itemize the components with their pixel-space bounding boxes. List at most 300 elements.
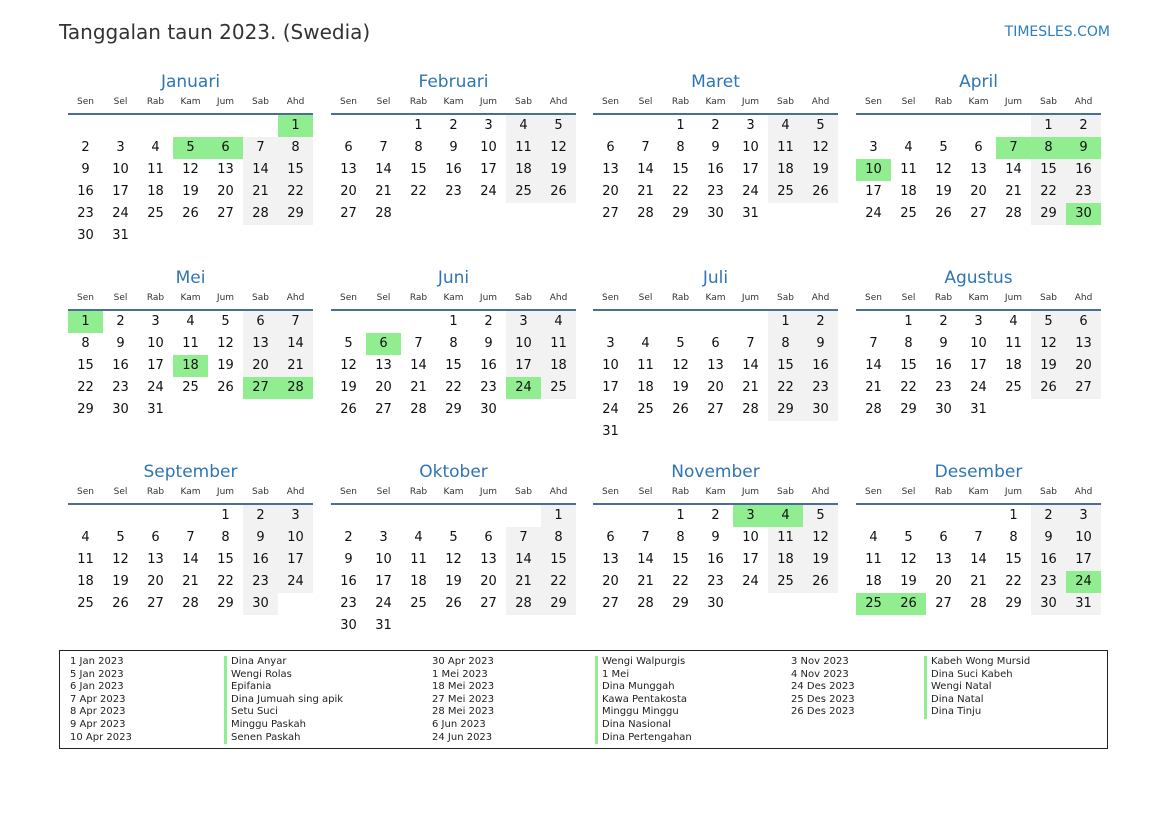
legend-holiday-date: 26 Des 2023	[791, 706, 855, 718]
day-cell: 14	[410, 358, 427, 373]
day-cell: 23	[243, 571, 278, 593]
day-cell: 2	[803, 311, 838, 333]
day-cell: 3	[151, 314, 160, 329]
weekday-label: Sab	[515, 293, 532, 303]
day-cell: 15	[1005, 552, 1022, 567]
day-cell: 3	[1066, 505, 1101, 527]
day-cell: 11	[1005, 336, 1022, 351]
legend-holiday-name: Dina Suci Kabeh	[924, 669, 1030, 682]
weekday-label: Ahd	[811, 487, 830, 497]
day-cell: 9	[344, 552, 353, 567]
day-cell: 8	[676, 140, 685, 155]
month-agustus	[856, 268, 1101, 417]
weekday-label: Rab	[671, 293, 690, 303]
site-link[interactable]: TIMESLES.COM	[1004, 24, 1110, 40]
day-cell: 28	[865, 402, 882, 417]
day-cell: 20	[602, 574, 619, 589]
day-cell: 29	[900, 402, 917, 417]
day-cell: 3	[278, 505, 313, 527]
day-cell: 14	[1005, 162, 1022, 177]
day-cell: 2	[711, 118, 720, 133]
legend-holiday-date: 5 Jan 2023	[70, 668, 124, 680]
day-cell: 1	[414, 118, 423, 133]
day-cell: 6	[711, 336, 720, 351]
day-cell: 23	[480, 380, 497, 395]
day-cell: 5	[803, 505, 838, 527]
day-cell: 28	[243, 203, 278, 225]
day-cell: 24	[147, 380, 164, 395]
day-cell: 29	[445, 402, 462, 417]
day-cell: 5	[344, 336, 353, 351]
day-cell: 24	[602, 402, 619, 417]
day-cell: 5	[803, 115, 838, 137]
holiday-day-cell: 4	[768, 505, 803, 527]
legend-holiday-date: 6 Jan 2023	[70, 681, 124, 693]
day-cell: 10	[112, 162, 129, 177]
day-cell: 18	[865, 574, 882, 589]
day-cell: 3	[116, 140, 125, 155]
weekday-header	[593, 95, 838, 115]
day-cell: 11	[506, 137, 541, 159]
day-cell: 13	[340, 162, 357, 177]
month-title: Oktober	[419, 462, 488, 482]
month-juni	[331, 268, 576, 417]
day-cell: 30	[935, 402, 952, 417]
day-cell: 5	[939, 140, 948, 155]
day-cell: 15	[900, 358, 917, 373]
holiday-day-cell: 3	[733, 505, 768, 527]
weekday-label: Sel	[113, 487, 128, 497]
day-cell: 4	[541, 311, 576, 333]
holiday-day-cell: 25	[856, 593, 891, 615]
weekday-label: Jum	[479, 97, 498, 107]
day-cell: 31	[112, 228, 129, 243]
day-cell: 12	[182, 162, 199, 177]
month-title: April	[959, 72, 998, 92]
legend-holiday-name: Setu Suci	[224, 706, 343, 719]
day-cell: 15	[1031, 159, 1066, 181]
weekday-label: Rab	[671, 97, 690, 107]
day-cell: 25	[637, 402, 654, 417]
legend-holiday-date: 28 Mei 2023	[432, 706, 495, 718]
legend-holiday-name: Dina Jumuah sing apik	[224, 694, 343, 707]
weekday-label: Sab	[515, 487, 532, 497]
day-cell: 2	[81, 140, 90, 155]
weekday-label: Sen	[602, 487, 619, 497]
weekday-label: Ahd	[811, 97, 830, 107]
day-cell: 31	[742, 206, 759, 221]
legend-holiday-date: 7 Apr 2023	[70, 693, 126, 705]
day-cell: 23	[1066, 181, 1101, 203]
day-cell: 22	[672, 574, 689, 589]
day-cell: 11	[900, 162, 917, 177]
day-cell: 19	[900, 574, 917, 589]
day-cell: 25	[506, 181, 541, 203]
weekday-label: Ahd	[811, 293, 830, 303]
day-cell: 5	[676, 336, 685, 351]
day-cell: 29	[1031, 203, 1066, 225]
day-cell: 18	[768, 159, 803, 181]
day-cell: 2	[711, 508, 720, 523]
day-cell: 21	[410, 380, 427, 395]
weekday-label: Ahd	[1074, 97, 1093, 107]
day-cell: 17	[112, 184, 129, 199]
day-cell: 30	[803, 399, 838, 421]
month-maret	[593, 72, 838, 221]
weekday-label: Kam	[180, 293, 201, 303]
day-cell: 3	[869, 140, 878, 155]
day-cell: 29	[672, 596, 689, 611]
day-cell: 8	[278, 137, 313, 159]
day-cell: 12	[803, 527, 838, 549]
day-cell: 22	[1005, 574, 1022, 589]
day-cell: 20	[707, 380, 724, 395]
day-cell: 6	[344, 140, 353, 155]
day-cell: 15	[77, 358, 94, 373]
day-cell: 26	[803, 571, 838, 593]
weekday-header	[331, 485, 576, 505]
day-cell: 27	[375, 402, 392, 417]
day-cell: 9	[484, 336, 493, 351]
legend-holiday-date: 3 Nov 2023	[791, 656, 849, 667]
day-cell: 17	[480, 162, 497, 177]
weekday-label: Ahd	[549, 293, 568, 303]
day-cell: 1	[904, 314, 913, 329]
day-cell: 16	[112, 358, 129, 373]
day-cell: 22	[278, 181, 313, 203]
holiday-day-cell: 1	[278, 115, 313, 137]
weekday-label: Kam	[180, 487, 201, 497]
day-cell: 19	[217, 358, 234, 373]
day-cell: 26	[1031, 377, 1066, 399]
month-april	[856, 72, 1101, 221]
day-cell: 12	[803, 137, 838, 159]
day-cell: 16	[445, 162, 462, 177]
day-cell: 1	[1031, 115, 1066, 137]
weekday-label: Jum	[741, 97, 760, 107]
weekday-label: Kam	[968, 487, 989, 497]
day-cell: 22	[541, 571, 576, 593]
day-cell: 19	[340, 380, 357, 395]
day-cell: 20	[970, 184, 987, 199]
weekday-label: Rab	[146, 487, 165, 497]
day-cell: 29	[1005, 596, 1022, 611]
day-cell: 12	[217, 336, 234, 351]
day-cell: 3	[974, 314, 983, 329]
day-cell: 13	[707, 358, 724, 373]
day-cell: 6	[243, 311, 278, 333]
day-cell: 24	[112, 206, 129, 221]
weekday-label: Sab	[777, 97, 794, 107]
day-cell: 9	[939, 336, 948, 351]
day-cell: 11	[768, 527, 803, 549]
day-cell: 21	[506, 571, 541, 593]
weekday-header	[68, 95, 313, 115]
legend-holiday-date: 30 Apr 2023	[432, 656, 494, 667]
day-cell: 8	[768, 333, 803, 355]
weekday-label: Kam	[180, 97, 201, 107]
weekday-label: Sen	[865, 97, 882, 107]
weekday-label: Ahd	[286, 487, 305, 497]
holiday-day-cell: 6	[208, 137, 243, 159]
weekday-header	[68, 291, 313, 311]
day-cell: 12	[445, 552, 462, 567]
weekday-label: Sel	[113, 97, 128, 107]
day-cell: 22	[77, 380, 94, 395]
day-cell: 1	[1009, 508, 1018, 523]
weekday-label: Sab	[515, 97, 532, 107]
day-cell: 3	[484, 118, 493, 133]
day-cell: 15	[445, 358, 462, 373]
holiday-day-cell: 26	[891, 593, 926, 615]
day-cell: 27	[602, 206, 619, 221]
day-cell: 7	[186, 530, 195, 545]
day-cell: 30	[112, 402, 129, 417]
holiday-day-cell: 1	[68, 311, 103, 333]
day-cell: 29	[768, 399, 803, 421]
page-title: Tanggalan taun 2023. (Swedia)	[59, 20, 371, 44]
weekday-label: Ahd	[286, 97, 305, 107]
weekday-label: Sel	[638, 97, 653, 107]
day-cell: 22	[217, 574, 234, 589]
day-cell: 4	[641, 336, 650, 351]
day-cell: 14	[375, 162, 392, 177]
month-title: September	[143, 462, 238, 482]
holiday-day-cell: 18	[173, 355, 208, 377]
weekday-label: Jum	[741, 487, 760, 497]
weekday-label: Rab	[409, 487, 428, 497]
legend-holiday-name: Kabeh Wong Mursid	[924, 656, 1030, 669]
day-cell: 26	[340, 402, 357, 417]
day-cell: 16	[935, 358, 952, 373]
day-cell: 19	[803, 159, 838, 181]
weekday-label: Sen	[77, 293, 94, 303]
day-cell: 6	[939, 530, 948, 545]
day-cell: 8	[541, 527, 576, 549]
weekday-label: Sen	[340, 293, 357, 303]
day-cell: 15	[768, 355, 803, 377]
day-cell: 13	[147, 552, 164, 567]
day-cell: 16	[480, 358, 497, 373]
day-cell: 27	[970, 206, 987, 221]
weekday-label: Ahd	[549, 97, 568, 107]
day-cell: 29	[541, 593, 576, 615]
day-cell: 8	[904, 336, 913, 351]
day-cell: 24	[865, 206, 882, 221]
weekday-label: Sel	[376, 487, 391, 497]
day-cell: 8	[1009, 530, 1018, 545]
day-cell: 7	[278, 311, 313, 333]
weekday-label: Kam	[443, 97, 464, 107]
day-cell: 12	[340, 358, 357, 373]
day-cell: 7	[243, 137, 278, 159]
weekday-label: Ahd	[1074, 293, 1093, 303]
weekday-label: Sab	[1040, 293, 1057, 303]
weekday-label: Rab	[409, 97, 428, 107]
day-cell: 30	[340, 618, 357, 633]
holiday-legend	[59, 650, 1108, 749]
month-title: Januari	[160, 72, 221, 92]
day-cell: 15	[672, 162, 689, 177]
legend-holiday-date: 18 Mei 2023	[432, 681, 495, 693]
month-title: November	[671, 462, 760, 482]
day-cell: 29	[217, 596, 234, 611]
day-cell: 26	[445, 596, 462, 611]
day-cell: 28	[742, 402, 759, 417]
day-cell: 16	[1066, 159, 1101, 181]
day-cell: 25	[410, 596, 427, 611]
day-cell: 10	[742, 530, 759, 545]
weekday-label: Sen	[602, 97, 619, 107]
weekday-label: Sab	[252, 97, 269, 107]
day-cell: 21	[1005, 184, 1022, 199]
day-cell: 13	[375, 358, 392, 373]
legend-holiday-name: Wengi Walpurgis	[595, 656, 692, 669]
weekday-label: Sen	[77, 487, 94, 497]
day-cell: 28	[1005, 206, 1022, 221]
day-cell: 17	[970, 358, 987, 373]
day-cell: 20	[375, 380, 392, 395]
day-cell: 23	[935, 380, 952, 395]
day-cell: 3	[379, 530, 388, 545]
day-cell: 5	[116, 530, 125, 545]
day-cell: 11	[77, 552, 94, 567]
legend-names-col-1	[224, 656, 343, 744]
day-cell: 18	[541, 355, 576, 377]
day-cell: 10	[375, 552, 392, 567]
day-cell: 4	[768, 115, 803, 137]
day-cell: 22	[900, 380, 917, 395]
day-cell: 20	[217, 184, 234, 199]
weekday-header	[593, 291, 838, 311]
weekday-label: Sel	[638, 487, 653, 497]
weekday-label: Sab	[777, 293, 794, 303]
day-cell: 29	[278, 203, 313, 225]
day-cell: 30	[707, 206, 724, 221]
weekday-header	[68, 485, 313, 505]
day-cell: 25	[1005, 380, 1022, 395]
day-cell: 25	[768, 181, 803, 203]
day-cell: 19	[182, 184, 199, 199]
day-cell: 10	[278, 527, 313, 549]
day-cell: 26	[217, 380, 234, 395]
day-cell: 4	[869, 530, 878, 545]
day-cell: 27	[217, 206, 234, 221]
day-cell: 28	[637, 596, 654, 611]
day-cell: 10	[506, 333, 541, 355]
day-cell: 5	[1031, 311, 1066, 333]
day-cell: 20	[935, 574, 952, 589]
day-cell: 3	[746, 118, 755, 133]
day-cell: 2	[484, 314, 493, 329]
day-cell: 2	[243, 505, 278, 527]
weekday-label: Ahd	[549, 487, 568, 497]
day-cell: 11	[182, 336, 199, 351]
day-cell: 14	[865, 358, 882, 373]
holiday-day-cell: 5	[173, 137, 208, 159]
day-cell: 8	[221, 530, 230, 545]
day-cell: 23	[707, 574, 724, 589]
day-cell: 27	[340, 206, 357, 221]
legend-holiday-date: 27 Mei 2023	[432, 693, 495, 705]
day-cell: 23	[112, 380, 129, 395]
weekday-label: Sen	[602, 293, 619, 303]
day-cell: 3	[506, 311, 541, 333]
day-cell: 2	[449, 118, 458, 133]
weekday-label: Jum	[741, 293, 760, 303]
month-title: Februari	[418, 72, 489, 92]
weekday-label: Sab	[252, 293, 269, 303]
day-cell: 14	[742, 358, 759, 373]
weekday-label: Sab	[1040, 97, 1057, 107]
weekday-label: Rab	[409, 293, 428, 303]
legend-holiday-date: 1 Jan 2023	[70, 656, 124, 667]
day-cell: 7	[506, 527, 541, 549]
day-cell: 21	[637, 574, 654, 589]
day-cell: 25	[768, 571, 803, 593]
day-cell: 18	[637, 380, 654, 395]
day-cell: 1	[541, 505, 576, 527]
legend-holiday-name: Wengi Natal	[924, 681, 1030, 694]
day-cell: 7	[641, 530, 650, 545]
day-cell: 4	[904, 140, 913, 155]
holiday-day-cell: 27	[243, 377, 278, 399]
weekday-header	[331, 291, 576, 311]
day-cell: 21	[243, 181, 278, 203]
month-desember	[856, 462, 1101, 611]
day-cell: 20	[340, 184, 357, 199]
day-cell: 4	[1009, 314, 1018, 329]
holiday-day-cell: 24	[1066, 571, 1101, 593]
day-cell: 16	[340, 574, 357, 589]
day-cell: 1	[676, 118, 685, 133]
day-cell: 19	[112, 574, 129, 589]
day-cell: 5	[904, 530, 913, 545]
day-cell: 1	[221, 508, 230, 523]
weekday-label: Sel	[901, 293, 916, 303]
weekday-label: Rab	[934, 293, 953, 303]
weekday-label: Sel	[113, 293, 128, 303]
month-februari	[331, 72, 576, 221]
day-cell: 8	[676, 530, 685, 545]
day-cell: 24	[742, 184, 759, 199]
weekday-label: Jum	[1004, 97, 1023, 107]
day-cell: 25	[182, 380, 199, 395]
day-cell: 22	[1031, 181, 1066, 203]
day-cell: 26	[803, 181, 838, 203]
day-cell: 16	[707, 552, 724, 567]
day-cell: 29	[672, 206, 689, 221]
weekday-label: Rab	[146, 97, 165, 107]
day-cell: 5	[221, 314, 230, 329]
weekday-label: Kam	[968, 293, 989, 303]
month-title: Juni	[437, 268, 470, 288]
day-cell: 19	[672, 380, 689, 395]
day-cell: 8	[81, 336, 90, 351]
weekday-label: Sen	[340, 487, 357, 497]
day-cell: 16	[243, 549, 278, 571]
legend-holiday-name: Dina Pertengahan	[595, 732, 692, 745]
day-cell: 25	[77, 596, 94, 611]
day-cell: 15	[541, 549, 576, 571]
day-cell: 24	[480, 184, 497, 199]
day-cell: 28	[970, 596, 987, 611]
day-cell: 17	[742, 552, 759, 567]
weekday-label: Sen	[340, 97, 357, 107]
day-cell: 22	[410, 184, 427, 199]
day-cell: 31	[147, 402, 164, 417]
day-cell: 4	[414, 530, 423, 545]
